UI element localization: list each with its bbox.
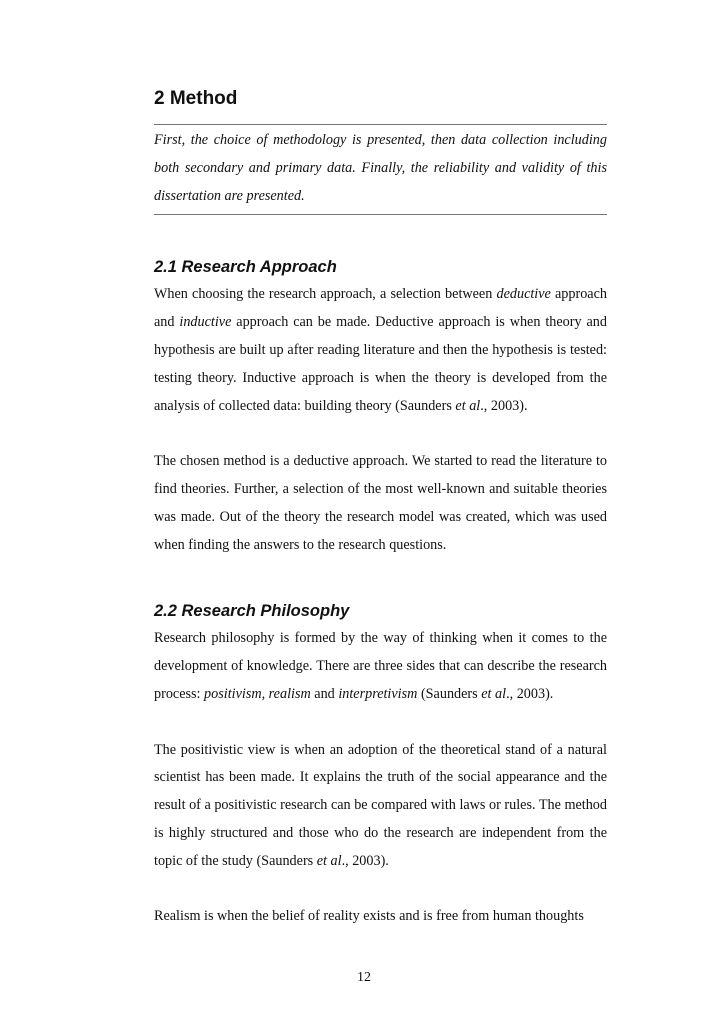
paragraph-text: ., 2003).: [506, 685, 554, 702]
chapter-summary-text: First, the choice of methodology is presented, then data collection including both secondary and primary data. Finally, the reliability and validity of this dissertation are presented.: [154, 132, 607, 204]
paragraph-text: approach can be made. Deductive approach is when theory and hypothesis are built up after reading literature and then the hypothesis is tested: testing theory. Inductive approach is when the theory is developed from the analysis of collected data: building theory (Saunders: [154, 314, 607, 414]
paragraph-text: approach and: [154, 286, 607, 331]
page-number: 12: [357, 970, 371, 985]
emphasis-et-al: et al: [455, 397, 481, 414]
paragraph-text: Research philosophy is formed by the way of thinking when it comes to the development of knowledge. There are three sides that can describe the research process:: [154, 630, 607, 702]
paragraph-text: When choosing the research approach, a selection between: [154, 286, 497, 303]
paragraph-research-philosophy-2: [154, 737, 607, 876]
paragraph-text: ., 2003).: [480, 397, 528, 414]
paragraph-research-approach-1: [154, 281, 607, 420]
section-heading-research-approach: 2.1 Research Approach: [154, 258, 337, 277]
emphasis-interpretivism: interpretivism: [338, 685, 418, 702]
section-heading-research-philosophy: 2.2 Research Philosophy: [154, 602, 350, 621]
page-content: [154, 88, 607, 931]
paragraph-text: ., 2003).: [341, 852, 389, 869]
emphasis-positivism-realism: positivism, realism: [204, 685, 311, 702]
emphasis-et-al: et al: [481, 685, 507, 702]
paragraph-text: (Saunders: [417, 685, 482, 702]
emphasis-deductive: deductive: [496, 286, 551, 303]
paragraph-research-philosophy-1: [154, 625, 607, 708]
chapter-heading: 2 Method: [154, 88, 238, 109]
paragraph-research-philosophy-3: Realism is when the belief of reality exists and is free from human thoughts: [154, 908, 584, 925]
paragraph-text: and: [310, 685, 339, 702]
emphasis-et-al: et al: [316, 852, 342, 869]
paragraph-research-approach-2: The chosen method is a deductive approach. We started to read the literature to find theories. Further, a selection of the most well-known and suitable theories was made. Out of the theory the research model was created, which was used when finding the answers to the research questions.: [154, 453, 607, 553]
chapter-summary-box: [154, 124, 607, 215]
paragraph-text: The positivistic view is when an adoption of the theoretical stand of a natural scientist has been made. It explains the truth of the social appearance and the result of a positivistic research can be compared with laws or rules. The method is highly structured and those who do the research are independent from the topic of the study (Saunders: [154, 741, 607, 869]
emphasis-inductive: inductive: [179, 314, 232, 331]
